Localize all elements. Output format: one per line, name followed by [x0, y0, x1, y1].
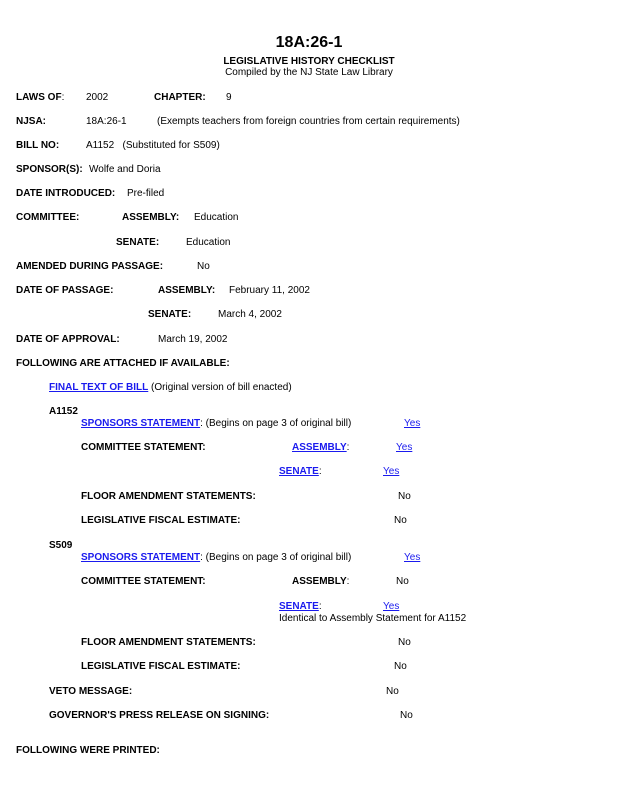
compiled-by: Compiled by the NJ State Law Library: [225, 67, 393, 78]
final-text-note: (Original version of bill enacted): [151, 382, 292, 393]
a1152-sponsors-yes-link[interactable]: Yes: [404, 418, 421, 429]
laws-of-field: LAWS OF:: [16, 92, 65, 103]
laws-of-value: 2002: [86, 92, 109, 103]
a1152-sponsors-row: [81, 418, 351, 430]
s509-assembly-value: No: [396, 576, 409, 587]
chapter-value: 9: [226, 92, 232, 103]
a1152-assembly-link[interactable]: ASSEMBLY: [292, 442, 347, 453]
approval-value: March 19, 2002: [158, 334, 228, 345]
press-release-value: No: [400, 710, 413, 721]
passage-assembly-value: February 11, 2002: [229, 285, 310, 296]
committee-senate-label: SENATE:: [116, 237, 160, 248]
s509-senate-field: SENATE:: [279, 601, 322, 612]
s509-sponsors-link[interactable]: SPONSORS STATEMENT: [81, 552, 201, 563]
laws-of-label: LAWS OF: [16, 92, 62, 103]
njsa-value: 18A:26-1: [86, 116, 127, 127]
attached-heading: FOLLOWING ARE ATTACHED IF AVAILABLE:: [16, 358, 230, 369]
a1152-senate-yes-link[interactable]: Yes: [383, 466, 400, 477]
introduced-value: Pre-filed: [127, 188, 165, 199]
s509-floor-label: FLOOR AMENDMENT STATEMENTS:: [81, 637, 256, 648]
chapter-label: CHAPTER:: [154, 92, 206, 103]
committee-senate-value: Education: [186, 237, 231, 248]
passage-senate-value: March 4, 2002: [218, 309, 282, 320]
veto-label: VETO MESSAGE:: [49, 686, 133, 697]
njsa-description: (Exempts teachers from foreign countries from certain requirements): [157, 116, 460, 127]
a1152-sponsors-link[interactable]: SPONSORS STATEMENT: [81, 418, 201, 429]
a1152-floor-label: FLOOR AMENDMENT STATEMENTS:: [81, 491, 256, 502]
s509-senate-link[interactable]: SENATE: [279, 601, 319, 612]
final-text-row: [49, 382, 292, 394]
page-subtitle: LEGISLATIVE HISTORY CHECKLIST: [223, 56, 395, 67]
a1152-sponsors-note: : (Begins on page 3 of original bill): [200, 418, 352, 429]
s509-sponsors-note: : (Begins on page 3 of original bill): [200, 552, 352, 563]
sponsors-label: SPONSOR(S):: [16, 164, 83, 175]
sponsors-value: Wolfe and Doria: [89, 164, 161, 175]
s509-committee-label: COMMITTEE STATEMENT:: [81, 576, 206, 587]
s509-sponsors-row: [81, 552, 351, 564]
a1152-senate-field: SENATE:: [279, 466, 322, 477]
a1152-assembly-yes-link[interactable]: Yes: [396, 442, 413, 453]
amended-label: AMENDED DURING PASSAGE:: [16, 261, 164, 272]
s509-fiscal-label: LEGISLATIVE FISCAL ESTIMATE:: [81, 661, 241, 672]
committee-assembly-label: ASSEMBLY:: [122, 212, 180, 223]
final-text-link[interactable]: FINAL TEXT OF BILL: [49, 382, 149, 393]
a1152-senate-link[interactable]: SENATE: [279, 466, 319, 477]
approval-label: DATE OF APPROVAL:: [16, 334, 120, 345]
press-release-label: GOVERNOR'S PRESS RELEASE ON SIGNING:: [49, 710, 270, 721]
a1152-fiscal-label: LEGISLATIVE FISCAL ESTIMATE:: [81, 515, 241, 526]
amended-value: No: [197, 261, 210, 272]
s509-floor-value: No: [398, 637, 411, 648]
s509-senate-note: Identical to Assembly Statement for A1152: [279, 613, 467, 624]
passage-assembly-label: ASSEMBLY:: [158, 285, 216, 296]
a1152-assembly-field: ASSEMBLY:: [292, 442, 350, 453]
s509-fiscal-value: No: [394, 661, 407, 672]
passage-label: DATE OF PASSAGE:: [16, 285, 114, 296]
s509-senate-yes-link[interactable]: Yes: [383, 601, 400, 612]
a1152-committee-label: COMMITTEE STATEMENT:: [81, 442, 206, 453]
committee-assembly-value: Education: [194, 212, 239, 223]
veto-value: No: [386, 686, 399, 697]
bill-no-label: BILL NO:: [16, 140, 60, 151]
printed-heading: FOLLOWING WERE PRINTED:: [16, 745, 160, 756]
s509-sponsors-yes-link[interactable]: Yes: [404, 552, 421, 563]
s509-assembly-label: ASSEMBLY: [292, 576, 347, 587]
committee-label: COMMITTEE:: [16, 212, 80, 223]
passage-senate-label: SENATE:: [148, 309, 192, 320]
page-title: 18A:26-1: [275, 34, 343, 51]
introduced-label: DATE INTRODUCED:: [16, 188, 116, 199]
a1152-floor-value: No: [398, 491, 411, 502]
njsa-label: NJSA:: [16, 116, 47, 127]
s509-assembly-field: ASSEMBLY:: [292, 576, 350, 587]
bill-no-value: A1152 (Substituted for S509): [86, 140, 220, 151]
a1152-fiscal-value: No: [394, 515, 407, 526]
a1152-label: A1152: [49, 406, 78, 417]
s509-label: S509: [49, 540, 73, 551]
